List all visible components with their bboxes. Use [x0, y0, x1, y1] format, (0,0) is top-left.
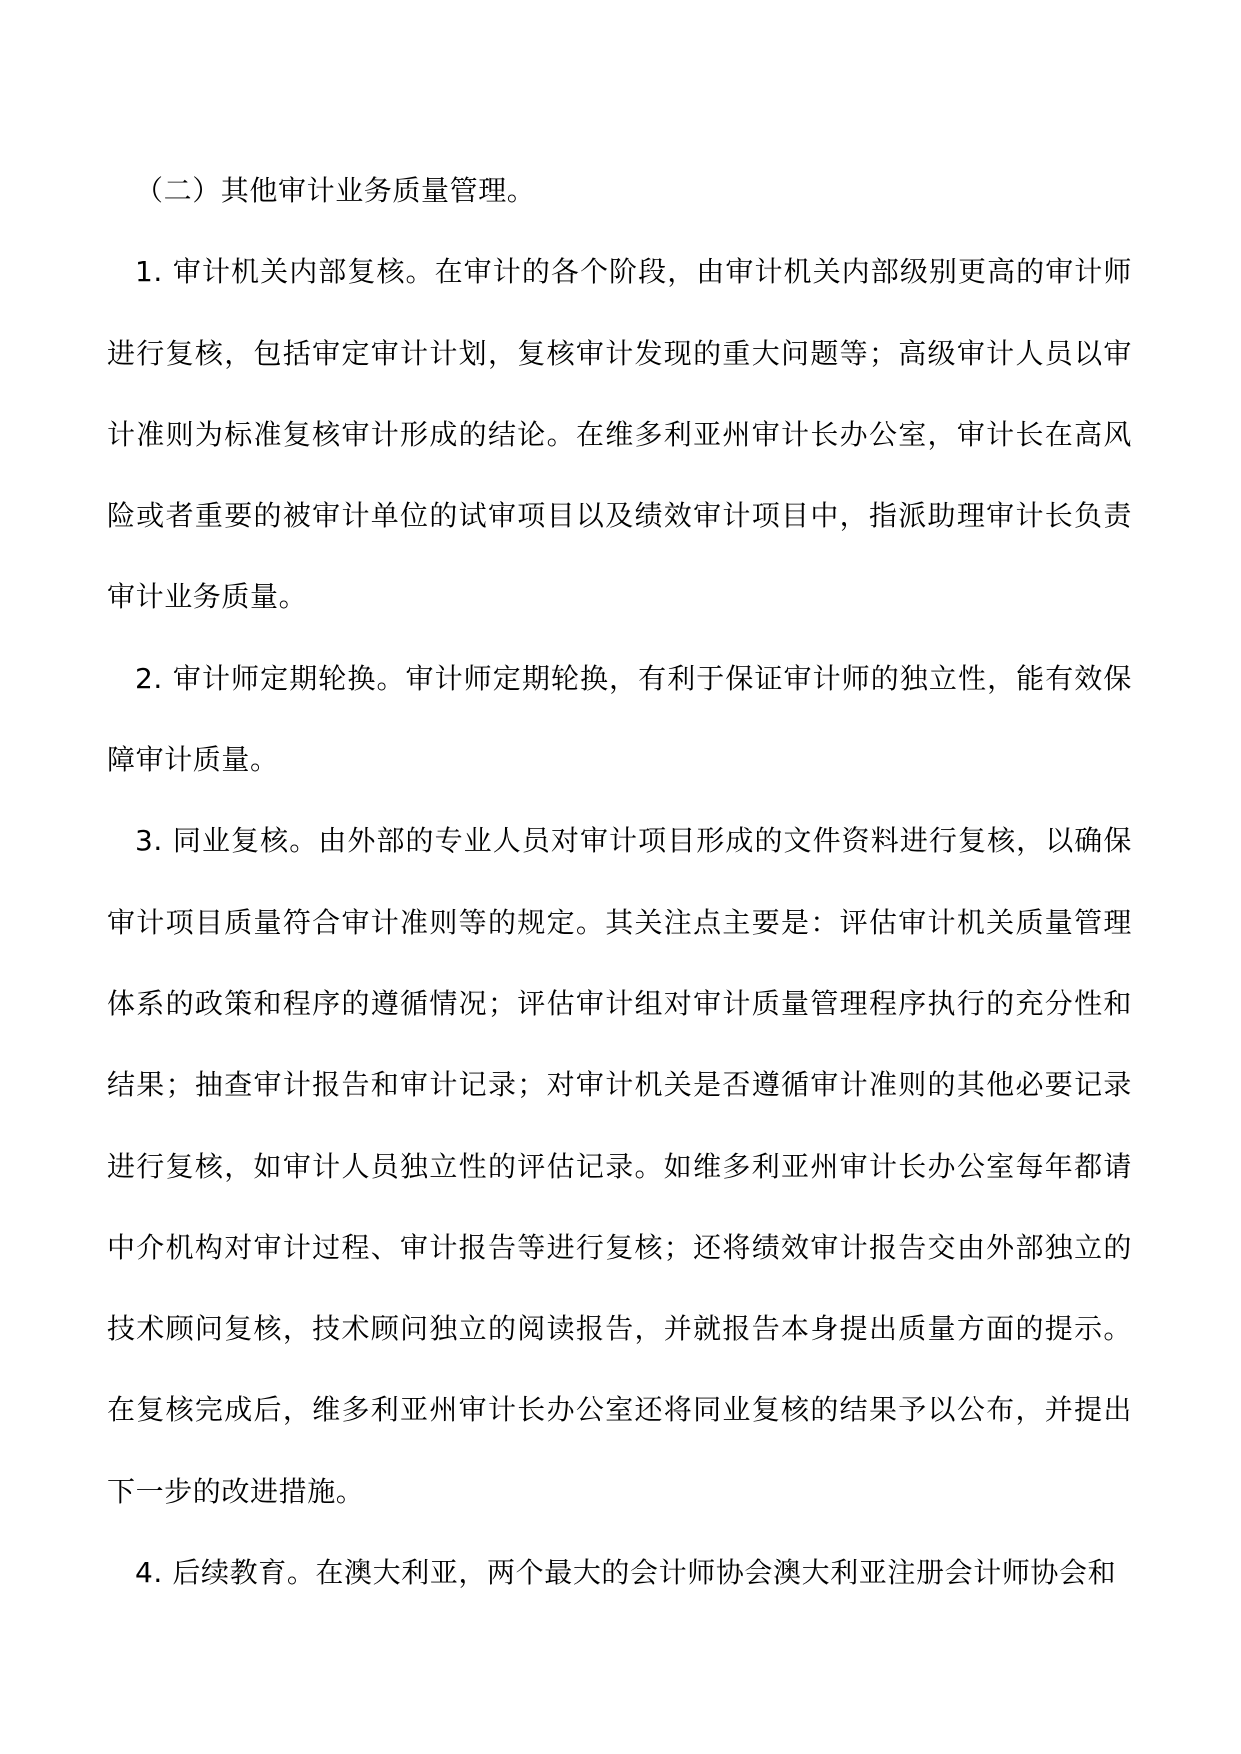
section-heading: （二）其他审计业务质量管理。: [135, 174, 536, 207]
paragraph-peer-review: 3. 同业复核。由外部的专业人员对审计项目形成的文件资料进行复核，以确保审计项目质量符合审计准则等的规定。其关注点主要是：评估审计机关质量管理体系的政策和程序的遵循情况；评估审计组对审计质量管理程序执行的充分性和结果；抽查审计报告和审计记录；对审计机关是否遵循审计准则的其他必要记录进行复核，如审计人员独立性的评估记录。如维多利亚州审计长办公室每年都请中介机构对审计过程、审计报告等进行复核；还将绩效审计报告交由外部独立的技术顾问复核，技术顾问独立的阅读报告，并就报告本身提出质量方面的提示。在复核完成后，维多利亚州审计长办公室还将同业复核的结果予以公布，并提出下一步的改进措施。: [107, 824, 1132, 1508]
paragraph-internal-review: 1. 审计机关内部复核。在审计的各个阶段，由审计机关内部级别更高的审计师进行复核，包括审定审计计划，复核审计发现的重大问题等；高级审计人员以审计准则为标准复核审计形成的结论。在维多利亚州审计长办公室，审计长在高风险或者重要的被审计单位的试审项目以及绩效审计项目中，指派助理审计长负责审计业务质量。: [107, 255, 1132, 614]
paragraph-auditor-rotation: 2. 审计师定期轮换。审计师定期轮换，有利于保证审计师的独立性，能有效保障审计质量。: [107, 661, 1132, 777]
document-body: [107, 150, 1132, 1613]
paragraph-continuing-education: 4. 后续教育。在澳大利亚，两个最大的会计师协会澳大利亚注册会计师协会和: [135, 1556, 1117, 1590]
